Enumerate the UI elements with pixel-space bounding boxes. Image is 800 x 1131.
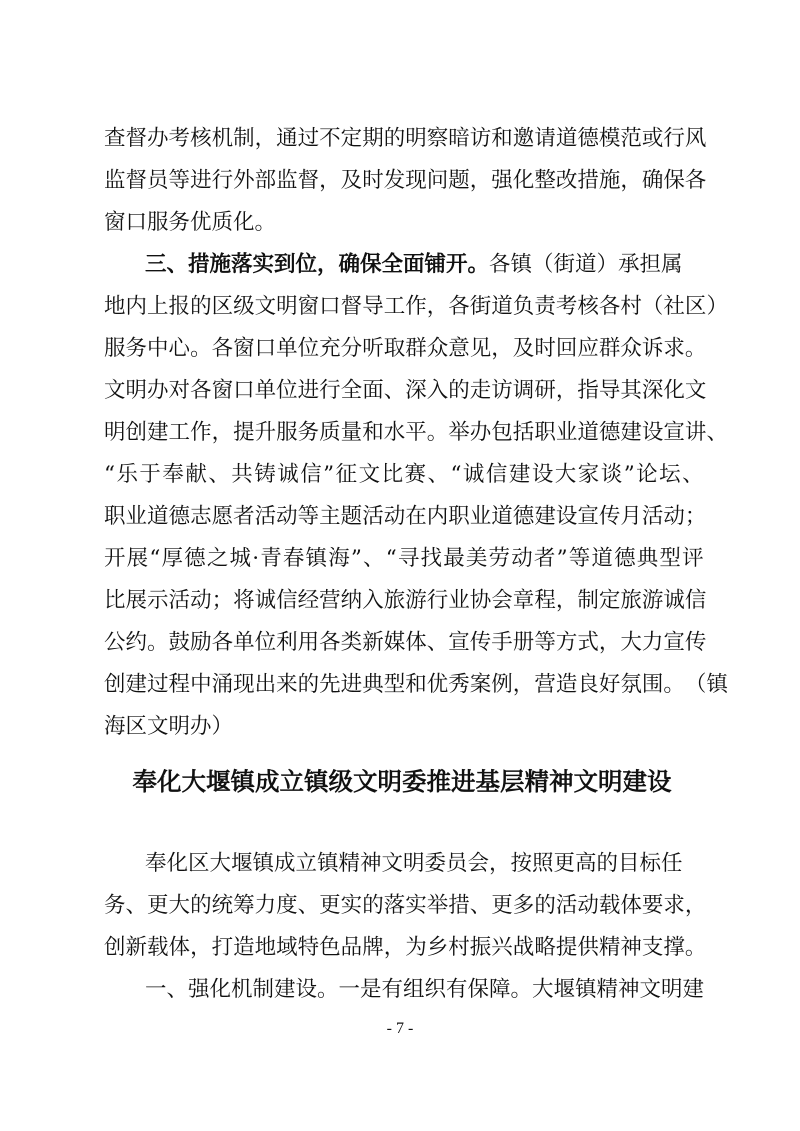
paragraph-line: 比 展 示 活 动 ； 将 诚 信 经 营 纳 入 旅 游 行 业 协 会 章 程 ， 制 定 旅 游 诚 信 (104, 588, 707, 613)
paragraph-line: 明 创 建 工 作 ， 提 升 服 务 质 量 和 水 平 。 举 办 包 括 职 业 道 德 建 设 宣 讲 、 (104, 420, 728, 445)
paragraph-line (145, 970, 704, 1010)
paragraph-line: 查 督 办 考 核 机 制 ， 通 过 不 定 期 的 明 察 暗 访 和 邀 请 道 德 模 范 或 行 风 (104, 126, 707, 151)
paragraph-line: 窗口服务优质化。 (104, 210, 277, 235)
paragraph-line: 服 务 中 心 。 各 窗 口 单 位 充 分 听 取 群 众 意 见 ， 及 时 回 应 群 众 诉 求 。 (104, 336, 707, 361)
section-heading: 一、强化机制建设。 (145, 977, 339, 1002)
paragraph-line: 务 、 更 大 的 统 筹 力 度 、 更 实 的 落 实 举 措 、 更 多 的 活 动 载 体 要 求 ， (104, 893, 707, 918)
article-title: 奉化大堰镇成立镇级文明委推进基层精神文明建设 (132, 767, 672, 796)
paragraph-line: 开 展 “ 厚 德 之 城 · 青 春 镇 海 ” 、 “ 寻 找 最 美 劳 动 者 ” 等 道 德 典 型 评 (104, 546, 704, 571)
paragraph-line (145, 245, 704, 285)
paragraph-line: 文 明 办 对 各 窗 口 单 位 进 行 全 面 、 深 入 的 走 访 调 研 ， 指 导 其 深 化 文 (104, 378, 707, 403)
paragraph-text: 各镇（街道）承担属 (489, 252, 683, 277)
paragraph-line: 监 督 员 等 进 行 外 部 监 督 ， 及 时 发 现 问 题 ， 强 化 整 改 措 施 ， 确 保 各 (104, 168, 707, 193)
page-number: - 7 - (386, 1020, 414, 1037)
paragraph-line: 职 业 道 德 志 愿 者 活 动 等 主 题 活 动 在 内 职 业 道 德 建 设 宣 传 月 活 动 ； (104, 504, 707, 529)
paragraph-line: 海区文明办） (104, 714, 234, 739)
paragraph-line: 创 建 过 程 中 涌 现 出 来 的 先 进 典 型 和 优 秀 案 例 ， 营 造 良 好 氛 围 。 （ 镇 (104, 672, 728, 697)
paragraph-line: “ 乐 于 奉 献 、 共 铸 诚 信 ” 征 文 比 赛 、 “ 诚 信 建 设 大 家 谈 ” 论 坛 、 (104, 462, 704, 487)
section-heading: 三、措施落实到位，确保全面铺开。 (145, 252, 490, 277)
paragraph-text: 一是有组织有保障。大堰镇精神文明建 (338, 977, 705, 1002)
paragraph-line: 地 内 上 报 的 区 级 文 明 窗 口 督 导 工 作 ， 各 街 道 负 责 考 核 各 村 （ 社 区 ） (104, 294, 728, 319)
paragraph-line: 奉化区大堰镇成立镇精神文明委员会，按照更高的目标任 (145, 851, 683, 876)
paragraph-line: 公 约 。 鼓 励 各 单 位 利 用 各 类 新 媒 体 、 宣 传 手 册 等 方 式 ， 大 力 宣 传 (104, 630, 707, 655)
paragraph-line: 创 新 载 体 ， 打 造 地 域 特 色 品 牌 ， 为 乡 村 振 兴 战 略 提 供 精 神 支 撑 。 (104, 935, 707, 960)
